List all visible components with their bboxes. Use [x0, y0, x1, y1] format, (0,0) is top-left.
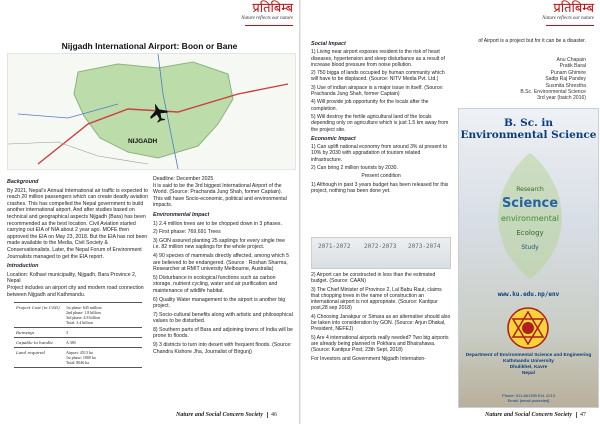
table-value: 3: [64, 328, 142, 338]
email-link[interactable]: Email: [email protected]: [507, 398, 550, 403]
map-label-nijgadh: NIJGADH: [128, 138, 158, 145]
list-item: 3) Use of indian airspace is a major issue in itself. (Source: Prachanda Jung Shah, former Captain): [311, 84, 444, 98]
pratibimba-logo: प्रतिबिम्ब: [553, 1, 594, 16]
department-name: Department of Environmental Science and Engineering: [465, 353, 592, 358]
list-item: 9) 3 districts to turn into desert with frequent floods. (Source: Chandra Kishore Jha, Journalist of Birgunj): [153, 342, 292, 355]
introduction-text: Location: Kolhavi municipality, Nijgadh, Bara Province 2, Nepal Project includes an airport city and modern road connection between Nijgadh and Kathmandu.: [7, 271, 144, 298]
left-column: [7, 176, 149, 300]
page-number: 47: [576, 412, 586, 418]
author-name: Susmita Shrestha: [545, 82, 586, 89]
list-item: For Investors and Government Nijgadh Internation-: [311, 355, 426, 362]
table-row: [14, 348, 142, 368]
word-cloud: [491, 151, 569, 283]
deadline-text: Deadline: December 2025 It is said to be the 3rd biggest International Airport of the World. (Source: Prachanda Jung Shah, former Captain). This will have Socio-economic, political and environmental impacts.: [153, 176, 287, 209]
university-place: Dhulikhel, Kavre: [509, 365, 548, 370]
continuation-text: of Airport is a project but for it can be a disaster.: [478, 38, 586, 44]
present-condition-heading: Present condition: [361, 173, 401, 180]
list-item: 7) Socio-cultural benefits along with artistic and philosophical values to be disturbed.: [153, 311, 293, 325]
article-title: Nijgadh International Airport: Boon or Bane: [61, 41, 238, 51]
list-item: 2) 750 bigga of lands occupied by human community which will have to be displaced. (Source: NITV Media Pvt. Ltd.): [311, 70, 445, 83]
table-value: 1st phase: 645 million 2nd phase: 1.8 billion 3rd phase: 4.8 billion Total: 3.4 billion: [64, 303, 142, 328]
list-item: 5) Will destroy the fertile agricultural land of the locals depending only on agriculture which is just 1.5 km away from the project site.: [311, 113, 449, 133]
photo-label: 2071-2072: [318, 243, 351, 250]
right-text-column-lower: [311, 272, 451, 364]
table-key: Land required: [14, 348, 64, 368]
budget-photo: [311, 237, 451, 269]
university-country: Nepal: [521, 371, 536, 376]
author-name: Punam Ghimire: [550, 69, 586, 76]
table-row: [14, 328, 142, 338]
list-item: 3) The Chief Minister of Province 2, Lal Babu Raut, claims that chopping trees in the name of construction an international airport is not appropriate. (Source: Kantipur post,28 sep 2018): [311, 286, 442, 312]
author-batch: 3rd year (batch 2016): [537, 95, 586, 102]
list-item: 2) First phase: 769,691 Trees: [153, 229, 221, 236]
environmental-impact-heading: Environmental Impact: [153, 211, 210, 218]
bsc-environmental-science-ad: [458, 108, 599, 408]
author-name: Sadip Raj Pandey: [545, 76, 586, 83]
page-footer: [485, 412, 586, 418]
author-name: Anu Chapain: [556, 57, 586, 63]
author-program: B.Sc. Environmental Science: [520, 89, 586, 96]
table-row: [14, 338, 142, 348]
list-item: 4) Will provide job opportunity for the locals after the completion.: [311, 99, 429, 112]
economic-impact-heading: Economic Impact: [311, 135, 356, 142]
right-text-column: [311, 38, 451, 196]
list-item: 1) 2.4 million trees are to be chopped down in 3 phases.: [153, 220, 282, 227]
list-item: 4) 90 species of mammals directly affected, among which 5 are believed to be endangered. (Source : Roshan Sharma, Researcher at RMIT university Melbourne, Australia): [153, 252, 289, 273]
ad-url-link[interactable]: www.ku.edu.np/env: [497, 291, 560, 298]
ad-contact: [459, 393, 598, 403]
table-value: Airport: 4513 ha 1st phase: 1800 ha Total: 8046 ha: [64, 348, 142, 368]
cloud-word: Science: [501, 196, 559, 211]
airport-location-map: [7, 53, 296, 170]
table-key: Runways: [14, 328, 64, 338]
list-item: 5) Disturbance in ecological functions such as carbon storage, nutrient cycling, water and air purification and maintenance of wildlife habitat.: [153, 274, 278, 294]
introduction-heading: Introduction: [7, 263, 39, 270]
author-name: Pratik Baral: [559, 63, 586, 70]
table-key: Capable to handle: [14, 338, 64, 348]
background-heading: Background: [7, 179, 39, 185]
right-page: [301, 0, 600, 424]
right-column: [153, 176, 293, 357]
university-emblem-icon: [507, 307, 549, 349]
table-row: [14, 303, 142, 328]
left-page: [0, 0, 299, 424]
tagline: Nature reflects our nature: [241, 16, 293, 21]
list-item: 6) Quality Water management to the airport is another big project.: [153, 296, 286, 310]
photo-label: 2073-2074: [408, 243, 441, 250]
list-item: 8) Southern parts of Bara and adjoining towns of India will be prone to floods.: [153, 326, 293, 340]
authors-byline: [520, 57, 586, 102]
header-rule: [546, 25, 594, 26]
social-impact-heading: Social Impact: [311, 41, 346, 47]
header-rule: [245, 25, 293, 26]
list-item: 3) GON assured planting 25 saplings for every single tree i.e. 82 million new saplings for the whole project.: [153, 237, 286, 251]
list-item: 4) Choosing Janakpur or Simara as an alternative should also be taken into consideration by GON. (Source: Arjun Dhakal, President, NEFEJ): [311, 313, 451, 333]
pratibimba-logo: प्रतिबिम्ब: [252, 1, 293, 16]
list-item: 1) Although in past 3 years budget has been released for this project, nothing has been done yet.: [311, 181, 449, 194]
map-graphic: [8, 54, 295, 169]
tagline: Nature reflects our nature: [542, 16, 594, 21]
cloud-word: environmental: [500, 214, 560, 223]
ad-title: B. Sc. in Environmental Science: [460, 117, 597, 141]
page-header: [542, 2, 594, 21]
project-facts-table: [14, 302, 142, 368]
footer-text: Nature and Social Concern Society: [175, 412, 263, 418]
list-item: 1) Can uplift national economy from around 3% at present to 10% by 2030 with upgradation of tourism related infrastructure.: [311, 144, 448, 163]
list-item: 2) Can bring 2 million tourists by 2030.: [311, 165, 398, 172]
list-item: 2) Airport can be constructed in less than the estimated budget. (Source: CAAN): [311, 272, 436, 285]
ad-department-info: [459, 353, 598, 377]
list-item: 5) Are 4 international airports really needed? Two big airports are already being planned in Pokhara and Bhairahawa. (Source: Kantipur Post, 23th Sept, 2018): [311, 334, 449, 354]
background-text: By 2021, Nepal's Annual International air traffic is expected to reach 20 million passengers which can create deadly aviation crashes. This has compelled the Nepal government to build another international airport. And after studies based on technical and geographical aspects Nijgadh (Bara) has been recommended as the best location. Civil Aviation started carrying out EIA of NIA about 2 year ago. MOFE then approved the EIA on May 23, 2018. But the EIA has not been made available to the Media, Civil Society & Conservationalists. Later, the Nepal Forum of Environment Journalists managed to get the EIA report.: [7, 187, 149, 260]
page-number: 46: [267, 412, 277, 418]
cloud-word: Study: [521, 244, 539, 251]
phone-text: Phone: 011-661399 Ext. 2213: [502, 393, 555, 398]
table-key: Project Cost (in USD): [14, 303, 64, 328]
page-header: [241, 2, 293, 21]
page-footer: [176, 412, 277, 418]
footer-text: Nature and Social Concern Society: [484, 412, 572, 418]
university-name: Kathmandu University: [503, 359, 554, 364]
cloud-word: Ecology: [516, 229, 544, 237]
table-value: A 380: [64, 338, 142, 348]
cloud-word: Research: [516, 186, 544, 193]
list-item: 1) Living near airport exposes resident to the risk of heart diseases, hypertension and sleep disturbance as a result of increase blood pressure from noise pollution.: [311, 49, 445, 68]
photo-label: 2072-2073: [364, 243, 397, 250]
